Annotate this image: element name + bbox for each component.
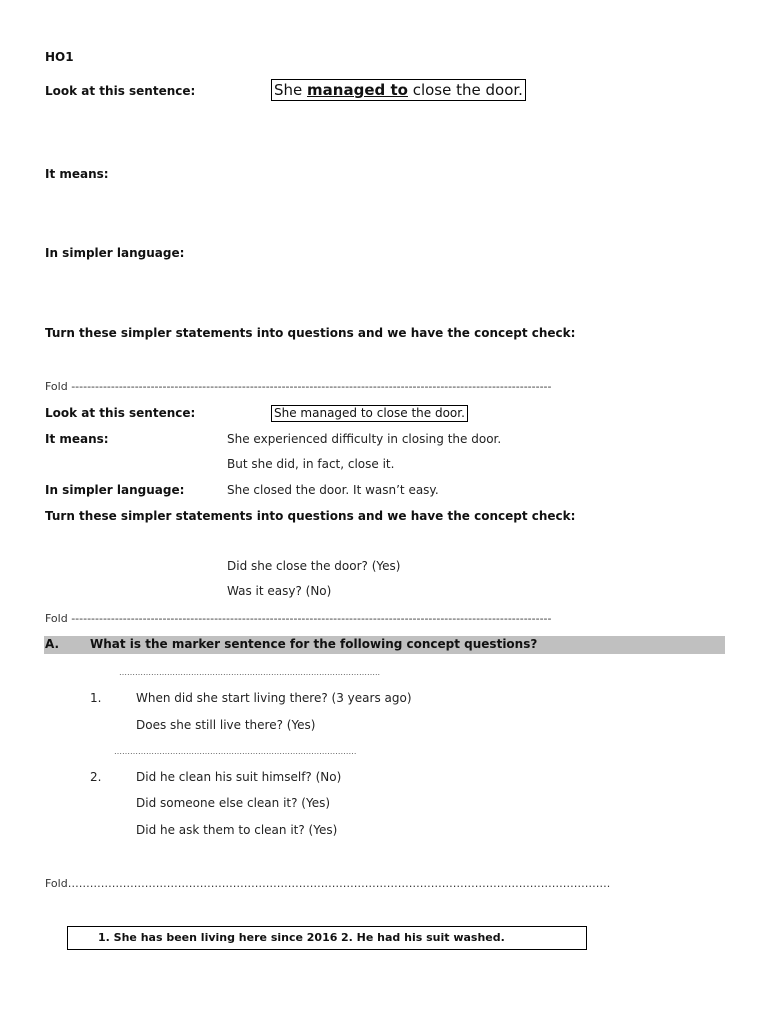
item-1-question-1: When did she start living there? (3 years ago) xyxy=(136,691,412,705)
fold-line-2: Fold ------------------------------------------------------------------------------------------------------------------------- xyxy=(45,612,552,625)
answer-dots-1: …………………………………………………………………………………….. xyxy=(119,668,381,677)
marker-sentence-box xyxy=(271,79,526,101)
look-label-2: Look at this sentence: xyxy=(45,406,196,420)
simpler-text: She closed the door. It wasn’t easy. xyxy=(227,483,439,497)
means-label: It means: xyxy=(45,167,109,181)
handout-code: HO1 xyxy=(45,50,74,64)
sentence-prefix: She xyxy=(274,81,308,99)
item-2-number: 2. xyxy=(90,770,102,784)
simpler-label-2: In simpler language: xyxy=(45,483,185,497)
answer-2: 2. He had his suit washed. xyxy=(341,931,505,944)
fold-line-3: Fold…………………………………………………………………………………………………………………………………. xyxy=(45,877,610,890)
item-1-question-2: Does she still live there? (Yes) xyxy=(136,718,316,732)
sentence-marked: managed to xyxy=(307,81,408,99)
item-2-question-3: Did he ask them to clean it? (Yes) xyxy=(136,823,338,837)
item-1-number: 1. xyxy=(90,691,102,705)
sentence-suffix: close the door. xyxy=(407,81,523,99)
answer-dots-2: …………………………………………………………….………………… xyxy=(114,747,357,756)
marker-sentence-box-2: She managed to close the door. xyxy=(271,405,468,422)
simpler-label: In simpler language: xyxy=(45,246,185,260)
means-line-2: But she did, in fact, close it. xyxy=(227,457,395,471)
turn-label-2: Turn these simpler statements into questions and we have the concept check: xyxy=(45,509,576,523)
concept-question-2: Was it easy? (No) xyxy=(227,584,332,598)
section-a-letter: A. xyxy=(45,637,60,651)
concept-question-1: Did she close the door? (Yes) xyxy=(227,559,401,573)
item-2-question-2: Did someone else clean it? (Yes) xyxy=(136,796,331,810)
look-label: Look at this sentence: xyxy=(45,84,196,98)
means-label-2: It means: xyxy=(45,432,109,446)
means-line-1: She experienced difficulty in closing the door. xyxy=(227,432,502,446)
fold-line-1: Fold ------------------------------------------------------------------------------------------------------------------------- xyxy=(45,380,552,393)
section-a-heading: What is the marker sentence for the following concept questions? xyxy=(90,637,538,651)
item-2-question-1: Did he clean his suit himself? (No) xyxy=(136,770,342,784)
answer-1: 1. She has been living here since 2016 xyxy=(98,931,338,944)
turn-label: Turn these simpler statements into questions and we have the concept check: xyxy=(45,326,576,340)
